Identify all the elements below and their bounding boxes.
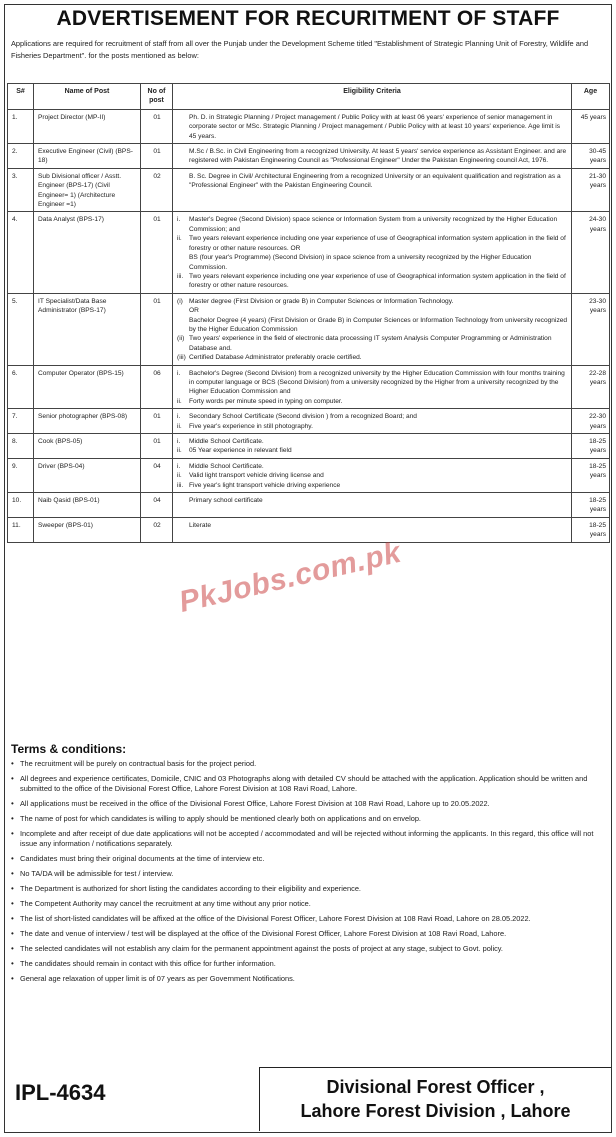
row-post-name: Cook (BPS-05) [34, 434, 141, 459]
criteria-marker: ii. [177, 422, 182, 430]
criteria-line [177, 172, 568, 191]
terms-text: General age relaxation of upper limit is of 07 years as per Government Notifications. [20, 974, 295, 983]
bullet-icon: • [11, 974, 14, 983]
criteria-line [177, 353, 568, 362]
terms-text: The selected candidates will not establish any claim for the permanent appointment against the posts of project at any stage, subject to Govt. policy. [20, 944, 503, 953]
criteria-marker: i. [177, 216, 181, 224]
criteria-line [177, 334, 568, 353]
criteria-text: OR [189, 307, 199, 315]
criteria-text: Bachelor's Degree (Second Division) from a recognized university by the Higher Education Commission with four months training in computer language or BCS (Second Division) from a university recognized by the Higher from a university recognized by the Higher Education Commission and [189, 369, 565, 396]
criteria-marker: (ii) [177, 335, 185, 343]
terms-item [11, 829, 609, 849]
row-age-limit: 30-45 years [572, 144, 610, 169]
criteria-marker [177, 521, 189, 530]
terms-item [11, 899, 609, 909]
row-age-limit: 18-25 years [572, 517, 610, 542]
criteria-text: Master degree (First Division or grade B) in Computer Sciences or Information Technology. [189, 297, 454, 305]
criteria-text: Forty words per minute speed in typing on computer. [189, 397, 343, 405]
criteria-marker: (i) [177, 297, 183, 305]
criteria-text: Primary school certificate [189, 497, 263, 505]
signature-block [259, 1067, 611, 1131]
ipl-number: IPL-4634 [15, 1080, 106, 1105]
criteria-marker: i. [177, 438, 181, 445]
criteria-text: Two years relevant experience including one year experience of use of Geographical information system application in the field of forestry or other nature resources. OR [189, 235, 566, 252]
row-post-count: 01 [141, 212, 173, 293]
row-eligibility-criteria [173, 365, 572, 409]
criteria-line [177, 234, 568, 253]
criteria-line [177, 397, 568, 406]
criteria-text: B. Sc. Degree in Civil/ Architectural Engineering from a recognized University or an equivalent qualification and registration as a "Professional Engineer" with the Pakistan Engineering Council. [189, 172, 561, 190]
table-row [8, 168, 610, 212]
row-age-limit: 18-25 years [572, 458, 610, 492]
row-age-limit: 18-25 years [572, 493, 610, 518]
criteria-line [177, 113, 568, 141]
criteria-marker [177, 147, 189, 166]
row-post-name: Sweeper (BPS-01) [34, 517, 141, 542]
criteria-text: Five year's light transport vehicle driving experience [189, 481, 341, 489]
row-post-count: 01 [141, 409, 173, 434]
row-post-name: Driver (BPS-04) [34, 458, 141, 492]
table-row [8, 212, 610, 293]
posts-table [7, 83, 610, 543]
criteria-text: Literate [189, 521, 211, 529]
terms-text: All applications must be received in the office of the Divisional Forest Office, Lahore Forest Division at 108 Ravi Road, Lahore up to 20.05.2022. [20, 799, 490, 808]
signature-line-1: Divisional Forest Officer , [326, 1077, 545, 1097]
row-post-name: Computer Operator (BPS-15) [34, 365, 141, 409]
bullet-icon: • [11, 814, 14, 823]
terms-item [11, 959, 609, 969]
criteria-text: Certified Database Administrator preferably oracle certified. [189, 354, 362, 362]
terms-text: The Department is authorized for short listing the candidates according to their eligibility and experience. [20, 884, 361, 893]
criteria-marker: i. [177, 462, 181, 470]
terms-item [11, 799, 609, 809]
row-age-limit: 24-30 years [572, 212, 610, 293]
posts-table-body [8, 109, 610, 542]
criteria-marker [177, 496, 189, 505]
header-sn: S# [8, 84, 34, 110]
criteria-marker: i. [177, 369, 181, 377]
bullet-icon: • [11, 854, 14, 863]
table-row [8, 293, 610, 365]
terms-text: The Competent Authority may cancel the recruitment at any time without any prior notice. [20, 899, 311, 908]
row-post-count: 02 [141, 517, 173, 542]
watermark-text: PkJobs.com.pk [176, 535, 405, 619]
row-post-count: 04 [141, 458, 173, 492]
terms-item [11, 814, 609, 824]
row-post-name: Senior photographer (BPS-08) [34, 409, 141, 434]
row-eligibility-criteria [173, 109, 572, 143]
terms-text: No TA/DA will be admissible for test / interview. [20, 869, 174, 878]
bullet-icon: • [11, 829, 14, 838]
criteria-line [177, 422, 568, 431]
row-serial: 7. [8, 409, 34, 434]
criteria-marker: iii. [177, 481, 184, 489]
table-row [8, 109, 610, 143]
bullet-icon: • [11, 914, 14, 923]
criteria-line [177, 316, 568, 335]
watermark-logo [176, 529, 440, 642]
table-row [8, 493, 610, 518]
terms-text: Candidates must bring their original documents at the time of interview etc. [20, 854, 265, 863]
table-header-row [8, 84, 610, 110]
terms-item [11, 929, 609, 939]
criteria-text: Two years relevant experience including one year experience of use of Geographical information system application in the field of forestry or other nature resources. [189, 272, 566, 290]
criteria-marker: ii. [177, 397, 182, 405]
row-age-limit: 22-30 years [572, 409, 610, 434]
criteria-text: M.Sc / B.Sc. in Civil Engineering from a recognized University. At least 5 years' service experience as Assistant Engineer. and are registered with Pakistan Engineering Council as "Professional Engineer" Under the Pakistan Engineering council Act, 1976. [189, 148, 567, 165]
criteria-line [177, 253, 568, 272]
criteria-marker: ii. [177, 472, 182, 480]
terms-list [11, 759, 609, 989]
intro-paragraph: Applications are required for recruitment of staff from all over the Punjab under the Development Scheme titled "Establishment of Strategic Planning Unit of Forestry, Wildlife and Fisheries Department". for the posts mentioned as below: [11, 39, 589, 60]
bullet-icon: • [11, 929, 14, 938]
row-eligibility-criteria [173, 434, 572, 459]
table-row [8, 409, 610, 434]
criteria-marker: iii. [177, 272, 184, 280]
criteria-text: Ph. D. in Strategic Planning / Project management / Public Policy with at least 06 years' experience of senior management in corporate sector or MSc. Strategic Planning / Project management / Public Policy with at least 10 years' experience. Age limit is 45 years. [189, 113, 561, 140]
terms-item [11, 774, 609, 794]
row-eligibility-criteria [173, 493, 572, 518]
header-criteria: Eligibility Criteria [173, 84, 572, 110]
criteria-text: Master's Degree (Second Division) space science or Information System from a university recognized by the Higher Education Commission; and [189, 216, 558, 233]
terms-item [11, 884, 609, 894]
criteria-marker [177, 172, 189, 191]
bullet-icon: • [11, 884, 14, 893]
advertisement-page [4, 4, 612, 1133]
terms-item [11, 869, 609, 879]
table-row [8, 144, 610, 169]
bullet-icon: • [11, 944, 14, 953]
criteria-marker: ii. [177, 447, 182, 455]
row-post-name: Executive Engineer (Civil) (BPS-18) [34, 144, 141, 169]
bullet-icon: • [11, 869, 14, 878]
criteria-line [177, 369, 568, 397]
criteria-line [177, 462, 568, 471]
row-post-count: 04 [141, 493, 173, 518]
criteria-marker: ii. [177, 235, 182, 243]
row-post-count: 02 [141, 168, 173, 212]
terms-item [11, 854, 609, 864]
row-age-limit: 23-30 years [572, 293, 610, 365]
row-eligibility-criteria [173, 409, 572, 434]
bullet-icon: • [11, 899, 14, 908]
criteria-line [177, 306, 568, 315]
row-eligibility-criteria [173, 168, 572, 212]
terms-text: The date and venue of interview / test will be displayed at the office of the Divisional Forest Officer, Lahore Forest Division at 108 Ravi Road, Lahore. [20, 929, 507, 938]
table-row [8, 458, 610, 492]
criteria-marker: i. [177, 413, 181, 421]
header-post: Name of Post [34, 84, 141, 110]
criteria-text: Middle School Certificate. [189, 462, 264, 470]
criteria-line [177, 481, 568, 490]
criteria-line [177, 215, 568, 234]
criteria-line [177, 496, 568, 505]
row-age-limit: 18-25 years [572, 434, 610, 459]
terms-text: The candidates should remain in contact with this office for further information. [20, 959, 276, 968]
header-no: No of post [141, 84, 173, 110]
criteria-line [177, 437, 568, 446]
row-post-count: 01 [141, 434, 173, 459]
row-serial: 2. [8, 144, 34, 169]
row-eligibility-criteria [173, 212, 572, 293]
criteria-marker: (iii) [177, 354, 186, 362]
terms-item [11, 914, 609, 924]
header-age: Age [572, 84, 610, 110]
table-row [8, 434, 610, 459]
criteria-text: Secondary School Certificate (Second division ) from a recognized Board; and [189, 413, 417, 421]
row-post-name: IT Specialist/Data Base Administrator (BPS-17) [34, 293, 141, 365]
row-age-limit: 45 years [572, 109, 610, 143]
criteria-line [177, 521, 568, 530]
criteria-text: Five year's experience in still photography. [189, 422, 313, 430]
row-post-name: Sub Divisional officer / Asstt. Engineer (BPS-17) (Civil Engineer= 1) (Architecture Engineer =1) [34, 168, 141, 212]
terms-text: The recruitment will be purely on contractual basis for the project period. [20, 759, 257, 768]
row-serial: 4. [8, 212, 34, 293]
table-row [8, 517, 610, 542]
criteria-marker [177, 316, 189, 335]
terms-text: The name of post for which candidates is willing to apply should be mentioned clearly both on applications and on envelop. [20, 814, 421, 823]
criteria-text: Two years' experience in the field of electronic data processing IT system Analysis Computer Programming or Administration Database and. [189, 335, 552, 352]
criteria-marker [177, 113, 189, 141]
row-eligibility-criteria [173, 517, 572, 542]
criteria-text: Valid light transport vehicle driving license and [189, 472, 324, 480]
criteria-text: Bachelor Degree (4 years) (First Division or Grade B) in Computer Sciences or Information Technology from university recognized by the Higher Education Commission [189, 316, 568, 333]
criteria-text: 05 Year experience in relevant field [189, 447, 292, 455]
table-row [8, 365, 610, 409]
terms-item [11, 974, 609, 984]
criteria-text: BS (four year's Programme) (Second Division) in space science from a university recognized by the Higher Education Commission. [189, 254, 532, 271]
row-post-name: Naib Qasid (BPS-01) [34, 493, 141, 518]
row-serial: 11. [8, 517, 34, 542]
bullet-icon: • [11, 799, 14, 808]
row-post-name: Data Analyst (BPS-17) [34, 212, 141, 293]
row-post-count: 01 [141, 109, 173, 143]
bullet-icon: • [11, 774, 14, 783]
terms-item [11, 944, 609, 954]
criteria-line [177, 446, 568, 455]
row-serial: 1. [8, 109, 34, 143]
row-eligibility-criteria [173, 144, 572, 169]
row-serial: 3. [8, 168, 34, 212]
terms-text: All degrees and experience certificates, Domicile, CNIC and 03 Photographs along with detailed CV should be attached with the application. Application should be written and submitted to the office of the Divisional Forest Office, Lahore Forest Division at 108 Ravi Road, Lahore. [20, 774, 588, 793]
row-serial: 9. [8, 458, 34, 492]
page-title: ADVERTISEMENT FOR RECURITMENT OF STAFF [56, 7, 560, 30]
row-post-count: 06 [141, 365, 173, 409]
row-age-limit: 21-30 years [572, 168, 610, 212]
terms-item [11, 759, 609, 769]
row-eligibility-criteria [173, 293, 572, 365]
row-serial: 8. [8, 434, 34, 459]
bullet-icon: • [11, 959, 14, 968]
signature-line-2: Lahore Forest Division , Lahore [300, 1101, 571, 1121]
row-age-limit: 22-28 years [572, 365, 610, 409]
bullet-icon: • [11, 759, 14, 768]
row-eligibility-criteria [173, 458, 572, 492]
row-post-name: Project Director (MP-II) [34, 109, 141, 143]
row-post-count: 01 [141, 293, 173, 365]
terms-heading: Terms & conditions: [11, 742, 127, 756]
criteria-text: Middle School Certificate. [189, 438, 264, 445]
criteria-marker [177, 306, 189, 315]
row-serial: 10. [8, 493, 34, 518]
criteria-line [177, 412, 568, 421]
row-post-count: 01 [141, 144, 173, 169]
terms-text: The list of short-listed candidates will be affixed at the office of the Divisional Forest Officer, Lahore Forest Division at 108 Ravi Road, Lahore on 28.05.2022. [20, 914, 531, 923]
criteria-marker [177, 253, 189, 272]
criteria-line [177, 272, 568, 291]
criteria-line [177, 147, 568, 166]
terms-text: Incomplete and after receipt of due date applications will not be accepted / accommodated and will be rejected without informing the applicants. In this regard, this office will not issue any information / notifications separately. [20, 829, 594, 848]
criteria-line [177, 297, 568, 306]
row-serial: 5. [8, 293, 34, 365]
row-serial: 6. [8, 365, 34, 409]
criteria-line [177, 471, 568, 480]
